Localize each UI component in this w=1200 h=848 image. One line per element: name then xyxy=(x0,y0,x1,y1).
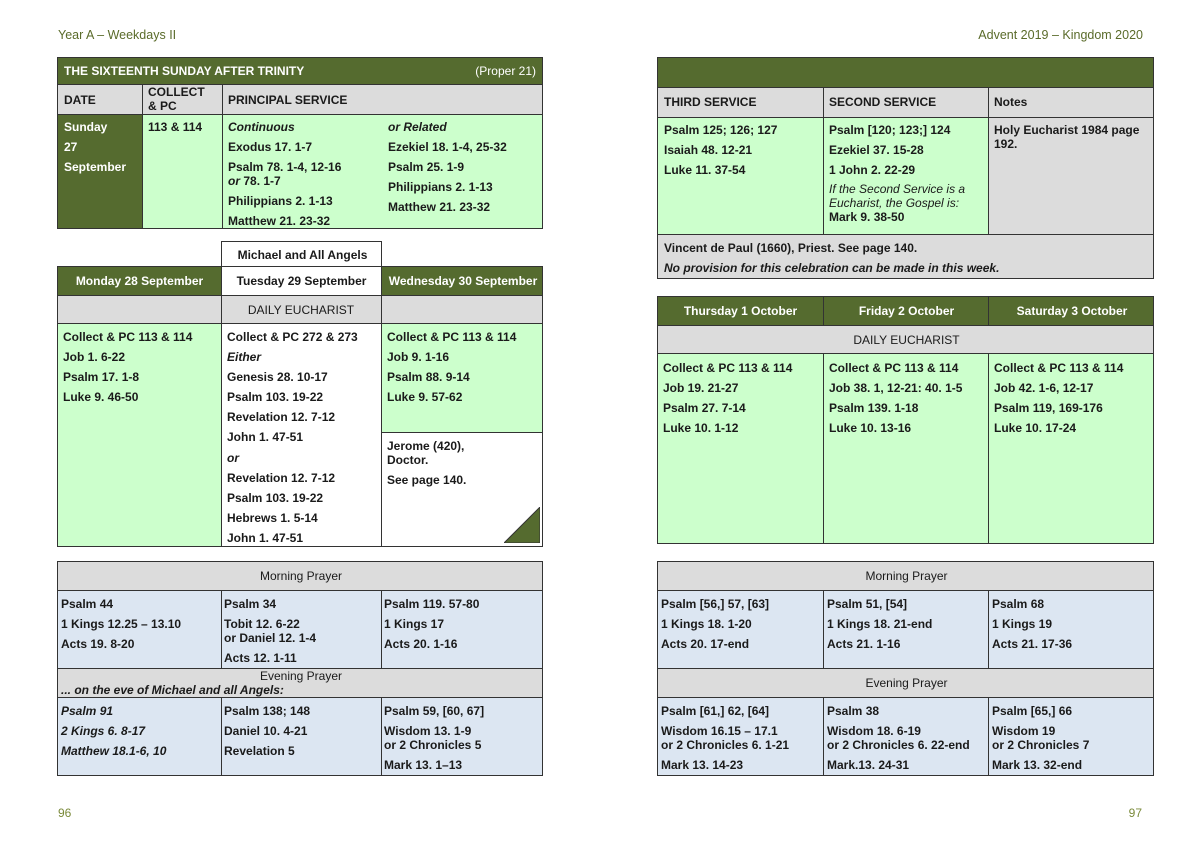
tue-revelation: Revelation 12. 7-12 xyxy=(227,410,336,424)
commemoration-note: No provision for this celebration can be made in this week. xyxy=(664,261,1000,275)
tue-either: Either xyxy=(227,350,262,364)
tue-reading: Genesis 28. 10-17 xyxy=(227,370,328,384)
mon-gospel: Luke 9. 46-50 xyxy=(63,390,139,404)
sat-collect: Collect & PC 113 & 114 xyxy=(994,361,1124,375)
sat-ep-nt: Mark 13. 32-end xyxy=(992,758,1083,772)
third-gospel: Luke 11. 37-54 xyxy=(664,163,746,177)
mon-mp-psalm: Psalm 44 xyxy=(61,597,114,611)
fri-mp-nt: Acts 21. 1-16 xyxy=(827,637,901,651)
week1-eucharist-table xyxy=(57,266,543,547)
related-label: or Related xyxy=(388,120,447,134)
wed-commemoration: Jerome (420), Doctor. xyxy=(387,439,465,467)
wed-ep-reading: Wisdom 13. 1-9 xyxy=(384,724,472,738)
sunday-principal-table xyxy=(57,57,543,229)
week1-offices-table xyxy=(57,561,543,776)
sat-psalm: Psalm 119, 169-176 xyxy=(994,401,1103,415)
thu-mp-psalm: Psalm [56,] 57, [63] xyxy=(661,597,770,611)
related-epistle: Philippians 2. 1-13 xyxy=(388,180,493,194)
running-header-left: Year A – Weekdays II xyxy=(58,28,177,42)
thu-ep-psalm: Psalm [61,] 62, [64] xyxy=(661,704,770,718)
fri-psalm: Psalm 139. 1-18 xyxy=(829,401,919,415)
wed-ep-nt: Mark 13. 1–13 xyxy=(384,758,463,772)
wed-collect: Collect & PC 113 & 114 xyxy=(387,330,517,344)
mon-ep-reading: 2 Kings 6. 8-17 xyxy=(61,724,146,738)
sunday-title: THE SIXTEENTH SUNDAY AFTER TRINITY xyxy=(64,64,305,78)
related-reading: Ezekiel 18. 1-4, 25-32 xyxy=(388,140,507,154)
running-header-right: Advent 2019 – Kingdom 2020 xyxy=(978,28,1143,42)
tue-alt-epistle: Hebrews 1. 5-14 xyxy=(227,511,318,525)
day-thursday: Thursday 1 October xyxy=(683,304,798,318)
related-gospel: Matthew 21. 23-32 xyxy=(388,200,491,214)
thu-collect: Collect & PC 113 & 114 xyxy=(663,361,793,375)
sat-mp-psalm: Psalm 68 xyxy=(992,597,1045,611)
fri-collect: Collect & PC 113 & 114 xyxy=(829,361,959,375)
wed-mp-psalm: Psalm 119. 57-80 xyxy=(384,597,480,611)
col-second: SECOND SERVICE xyxy=(829,95,937,109)
mon-reading: Job 1. 6-22 xyxy=(63,350,126,364)
related-psalm: Psalm 25. 1-9 xyxy=(388,160,465,174)
mp-label-week2: Morning Prayer xyxy=(865,569,948,583)
tue-psalm: Psalm 103. 19-22 xyxy=(227,390,324,404)
thu-psalm: Psalm 27. 7-14 xyxy=(663,401,746,415)
feast-label: Michael and All Angels xyxy=(237,248,368,262)
third-psalm: Psalm 125; 126; 127 xyxy=(664,123,778,137)
fri-reading: Job 38. 1, 12-21: 40. 1-5 xyxy=(829,381,963,395)
col-third: THIRD SERVICE xyxy=(664,95,757,109)
sat-mp-nt: Acts 21. 17-36 xyxy=(992,637,1073,651)
thu-mp-reading: 1 Kings 18. 1-20 xyxy=(661,617,752,631)
mon-psalm: Psalm 17. 1-8 xyxy=(63,370,140,384)
second-psalm: Psalm [120; 123;] 124 xyxy=(829,123,951,137)
sat-ep-reading: Wisdom 19 xyxy=(992,724,1056,738)
sat-reading: Job 42. 1-6, 12-17 xyxy=(994,381,1094,395)
feast-label-box xyxy=(221,241,382,267)
sat-ep-psalm: Psalm [65,] 66 xyxy=(992,704,1073,718)
col-notes: Notes xyxy=(994,95,1028,109)
wed-mp-reading: 1 Kings 17 xyxy=(384,617,445,631)
mon-ep-nt: Matthew 18.1-6, 10 xyxy=(61,744,167,758)
mon-mp-reading: 1 Kings 12.25 – 13.10 xyxy=(61,617,182,631)
fri-mp-reading: 1 Kings 18. 21-end xyxy=(827,617,933,631)
daily-eucharist-label: DAILY EUCHARIST xyxy=(247,303,355,317)
ep-label-week2: Evening Prayer xyxy=(865,676,948,690)
col-principal: PRINCIPAL SERVICE xyxy=(228,93,348,107)
wed-mp-nt: Acts 20. 1-16 xyxy=(384,637,458,651)
week2-offices-table xyxy=(657,561,1154,776)
tue-alt-gospel: John 1. 47-51 xyxy=(227,531,304,545)
date-month: September xyxy=(64,160,127,174)
day-tuesday: Tuesday 29 September xyxy=(236,274,367,288)
daily-eucharist-label-week2: DAILY EUCHARIST xyxy=(853,333,960,347)
wed-gospel: Luke 9. 57-62 xyxy=(387,390,463,404)
tue-mp-reading: Tobit 12. 6-22 xyxy=(224,617,300,631)
thu-mp-nt: Acts 20. 17-end xyxy=(661,637,750,651)
sunday-other-services-table xyxy=(657,57,1154,279)
tue-ep-psalm: Psalm 138; 148 xyxy=(224,704,311,718)
tue-mp-psalm: Psalm 34 xyxy=(224,597,277,611)
col-date: DATE xyxy=(64,93,96,107)
proper-label: (Proper 21) xyxy=(475,64,536,78)
wed-reading: Job 9. 1-16 xyxy=(387,350,450,364)
date-number: 27 xyxy=(64,140,78,154)
tue-or: or xyxy=(227,451,239,465)
sat-mp-reading: 1 Kings 19 xyxy=(992,617,1053,631)
tue-ep-reading: Daniel 10. 4-21 xyxy=(224,724,308,738)
tue-alt-reading: Revelation 12. 7-12 xyxy=(227,471,336,485)
tue-gospel: John 1. 47-51 xyxy=(227,430,304,444)
col-collect: COLLECT & PC xyxy=(148,85,205,113)
continuous-epistle: Philippians 2. 1-13 xyxy=(228,194,333,208)
sat-ep-alt: or 2 Chronicles 7 xyxy=(992,738,1090,752)
page-number-left: 96 xyxy=(58,806,72,820)
date-day: Sunday xyxy=(64,120,108,134)
fri-ep-reading: Wisdom 18. 6-19 xyxy=(827,724,921,738)
thu-reading: Job 19. 21-27 xyxy=(663,381,739,395)
week2-eucharist-table xyxy=(657,296,1154,544)
continuous-psalm: Psalm 78. 1-4, 12-16 xyxy=(228,160,342,174)
tue-alt-psalm: Psalm 103. 19-22 xyxy=(227,491,324,505)
fri-gospel: Luke 10. 13-16 xyxy=(829,421,912,435)
wed-ep-alt: or 2 Chronicles 5 xyxy=(384,738,482,752)
day-friday: Friday 2 October xyxy=(858,304,955,318)
tue-mp-nt: Acts 12. 1-11 xyxy=(224,651,297,665)
wed-ep-psalm: Psalm 59, [60, 67] xyxy=(384,704,485,718)
fri-ep-alt: or 2 Chronicles 6. 22-end xyxy=(827,738,970,752)
thu-ep-reading: Wisdom 16.15 – 17.1 xyxy=(661,724,778,738)
mon-mp-nt: Acts 19. 8-20 xyxy=(61,637,135,651)
day-saturday: Saturday 3 October xyxy=(1016,304,1128,318)
ep-label-week1: Evening Prayer xyxy=(259,669,343,683)
page-corner-triangle xyxy=(504,507,540,543)
fri-ep-psalm: Psalm 38 xyxy=(827,704,880,718)
thu-ep-nt: Mark 13. 14-23 xyxy=(661,758,744,772)
tue-collect: Collect & PC 272 & 273 xyxy=(227,330,358,344)
wed-psalm: Psalm 88. 9-14 xyxy=(387,370,470,384)
mon-collect: Collect & PC 113 & 114 xyxy=(63,330,193,344)
tue-mp-alt: or Daniel 12. 1-4 xyxy=(224,631,317,645)
second-epistle: 1 John 2. 22-29 xyxy=(829,163,916,177)
page-number-right: 97 xyxy=(1128,806,1142,820)
mon-ep-psalm: Psalm 91 xyxy=(61,704,114,718)
sunday-collect: 113 & 114 xyxy=(148,120,203,134)
second-note: If the Second Service is a Eucharist, the Gospel is: xyxy=(829,182,966,210)
sat-gospel: Luke 10. 17-24 xyxy=(994,421,1077,435)
second-gospel: Mark 9. 38-50 xyxy=(829,210,905,224)
notes-text: Holy Eucharist 1984 page 192. xyxy=(994,123,1140,151)
wed-see-page: See page 140. xyxy=(387,473,467,487)
fri-ep-nt: Mark.13. 24-31 xyxy=(827,758,910,772)
continuous-psalm-alt: or 78. 1-7 xyxy=(228,174,281,188)
ep-eve-note: ... on the eve of Michael and all Angels: xyxy=(61,683,284,697)
day-wednesday: Wednesday 30 September xyxy=(388,274,538,288)
continuous-label: Continuous xyxy=(228,120,295,134)
second-reading: Ezekiel 37. 15-28 xyxy=(829,143,924,157)
mp-label-week1: Morning Prayer xyxy=(259,569,343,583)
continuous-reading: Exodus 17. 1-7 xyxy=(228,140,313,154)
fri-mp-psalm: Psalm 51, [54] xyxy=(827,597,908,611)
commemoration: Vincent de Paul (1660), Priest. See page 140. xyxy=(664,241,918,255)
thu-gospel: Luke 10. 1-12 xyxy=(663,421,739,435)
third-reading: Isaiah 48. 12-21 xyxy=(664,143,753,157)
thu-ep-alt: or 2 Chronicles 6. 1-21 xyxy=(661,738,790,752)
tue-ep-nt: Revelation 5 xyxy=(224,744,295,758)
continuous-gospel: Matthew 21. 23-32 xyxy=(228,214,331,228)
day-monday: Monday 28 September xyxy=(75,274,204,288)
